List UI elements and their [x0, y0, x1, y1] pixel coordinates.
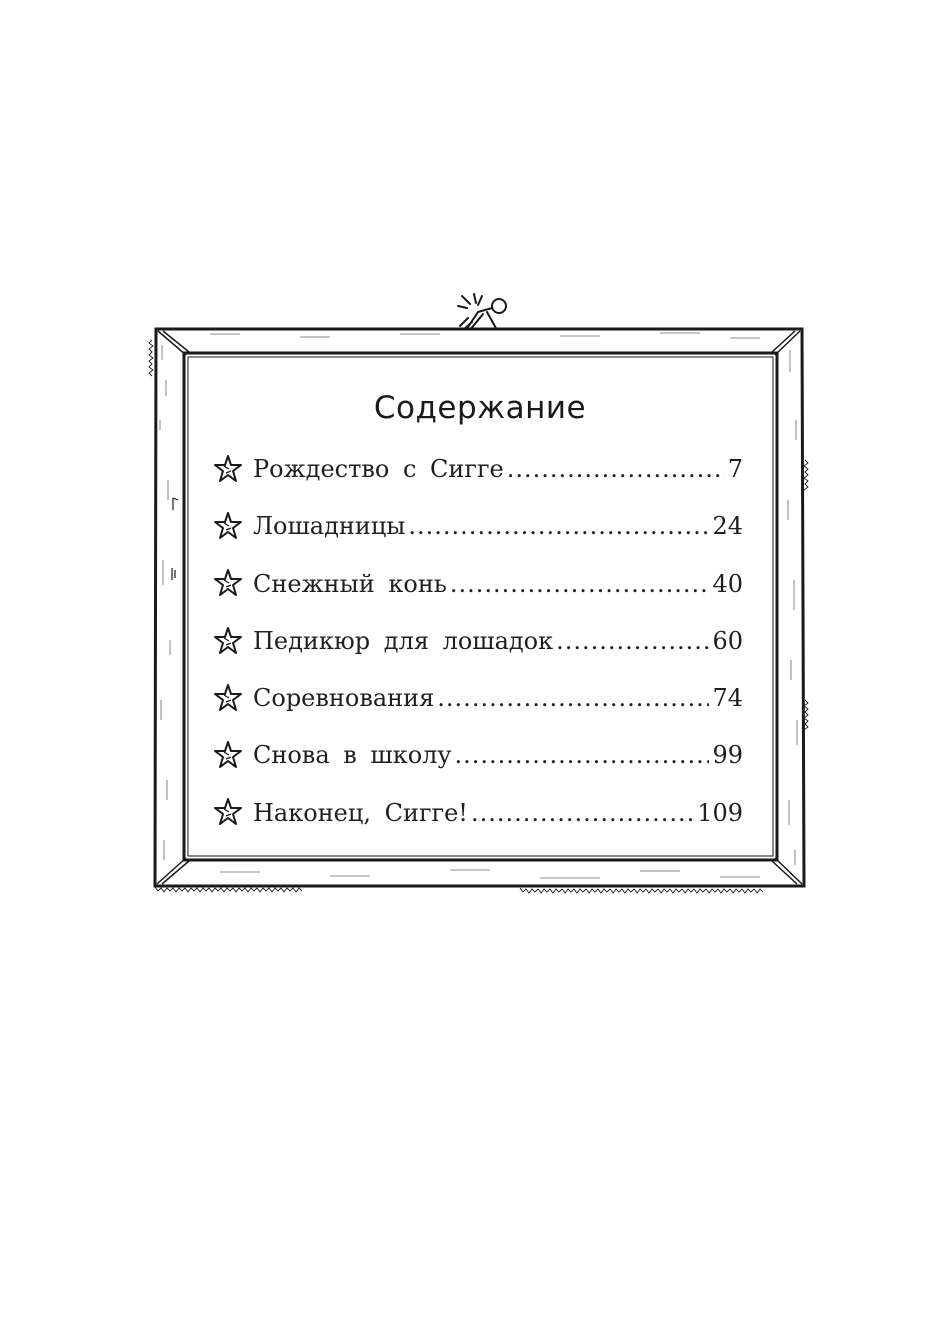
toc-entry-label: Лошадницы [253, 512, 406, 541]
toc-entry-label: Рождество с Сигге [253, 455, 504, 483]
star-icon [213, 683, 243, 713]
toc-entry [213, 675, 743, 732]
toc-entry [213, 732, 743, 789]
toc-page-number: 7 [727, 455, 743, 483]
toc-dot-leader [455, 732, 710, 778]
toc-entry [213, 503, 743, 560]
nail-hanger-icon [458, 294, 506, 330]
toc-entry-label: Наконец, Сигге! [253, 798, 468, 827]
toc-entry-label: Соревнования [253, 684, 435, 713]
toc-dot-leader [450, 561, 710, 607]
star-icon [213, 740, 243, 770]
toc-list [213, 446, 743, 847]
toc-entry [213, 790, 743, 847]
toc-title: Содержание [373, 390, 587, 426]
toc-entry [213, 446, 743, 503]
toc-page-number: 40 [712, 569, 743, 598]
toc-entry-label: Снова в школу [253, 741, 452, 770]
toc-page-number: 74 [712, 684, 743, 713]
toc-entry-label: Снежный конь [253, 569, 447, 598]
toc-dot-leader [437, 675, 709, 721]
star-icon [213, 568, 243, 598]
toc-entry-label: Педикюр для лошадок [253, 626, 554, 655]
star-icon [213, 626, 243, 656]
toc-dot-leader [471, 790, 694, 836]
toc-entry [213, 561, 743, 618]
toc-page-number: 24 [712, 512, 743, 541]
toc-entry [213, 618, 743, 675]
toc-dot-leader [556, 618, 709, 664]
star-icon [213, 454, 243, 484]
toc-dot-leader [507, 446, 725, 492]
toc-page-number: 109 [697, 798, 743, 827]
star-icon [213, 797, 243, 827]
toc-page-number: 60 [712, 626, 743, 655]
star-icon [213, 511, 243, 541]
toc-page-number: 99 [712, 741, 743, 770]
toc-dot-leader [408, 503, 709, 549]
